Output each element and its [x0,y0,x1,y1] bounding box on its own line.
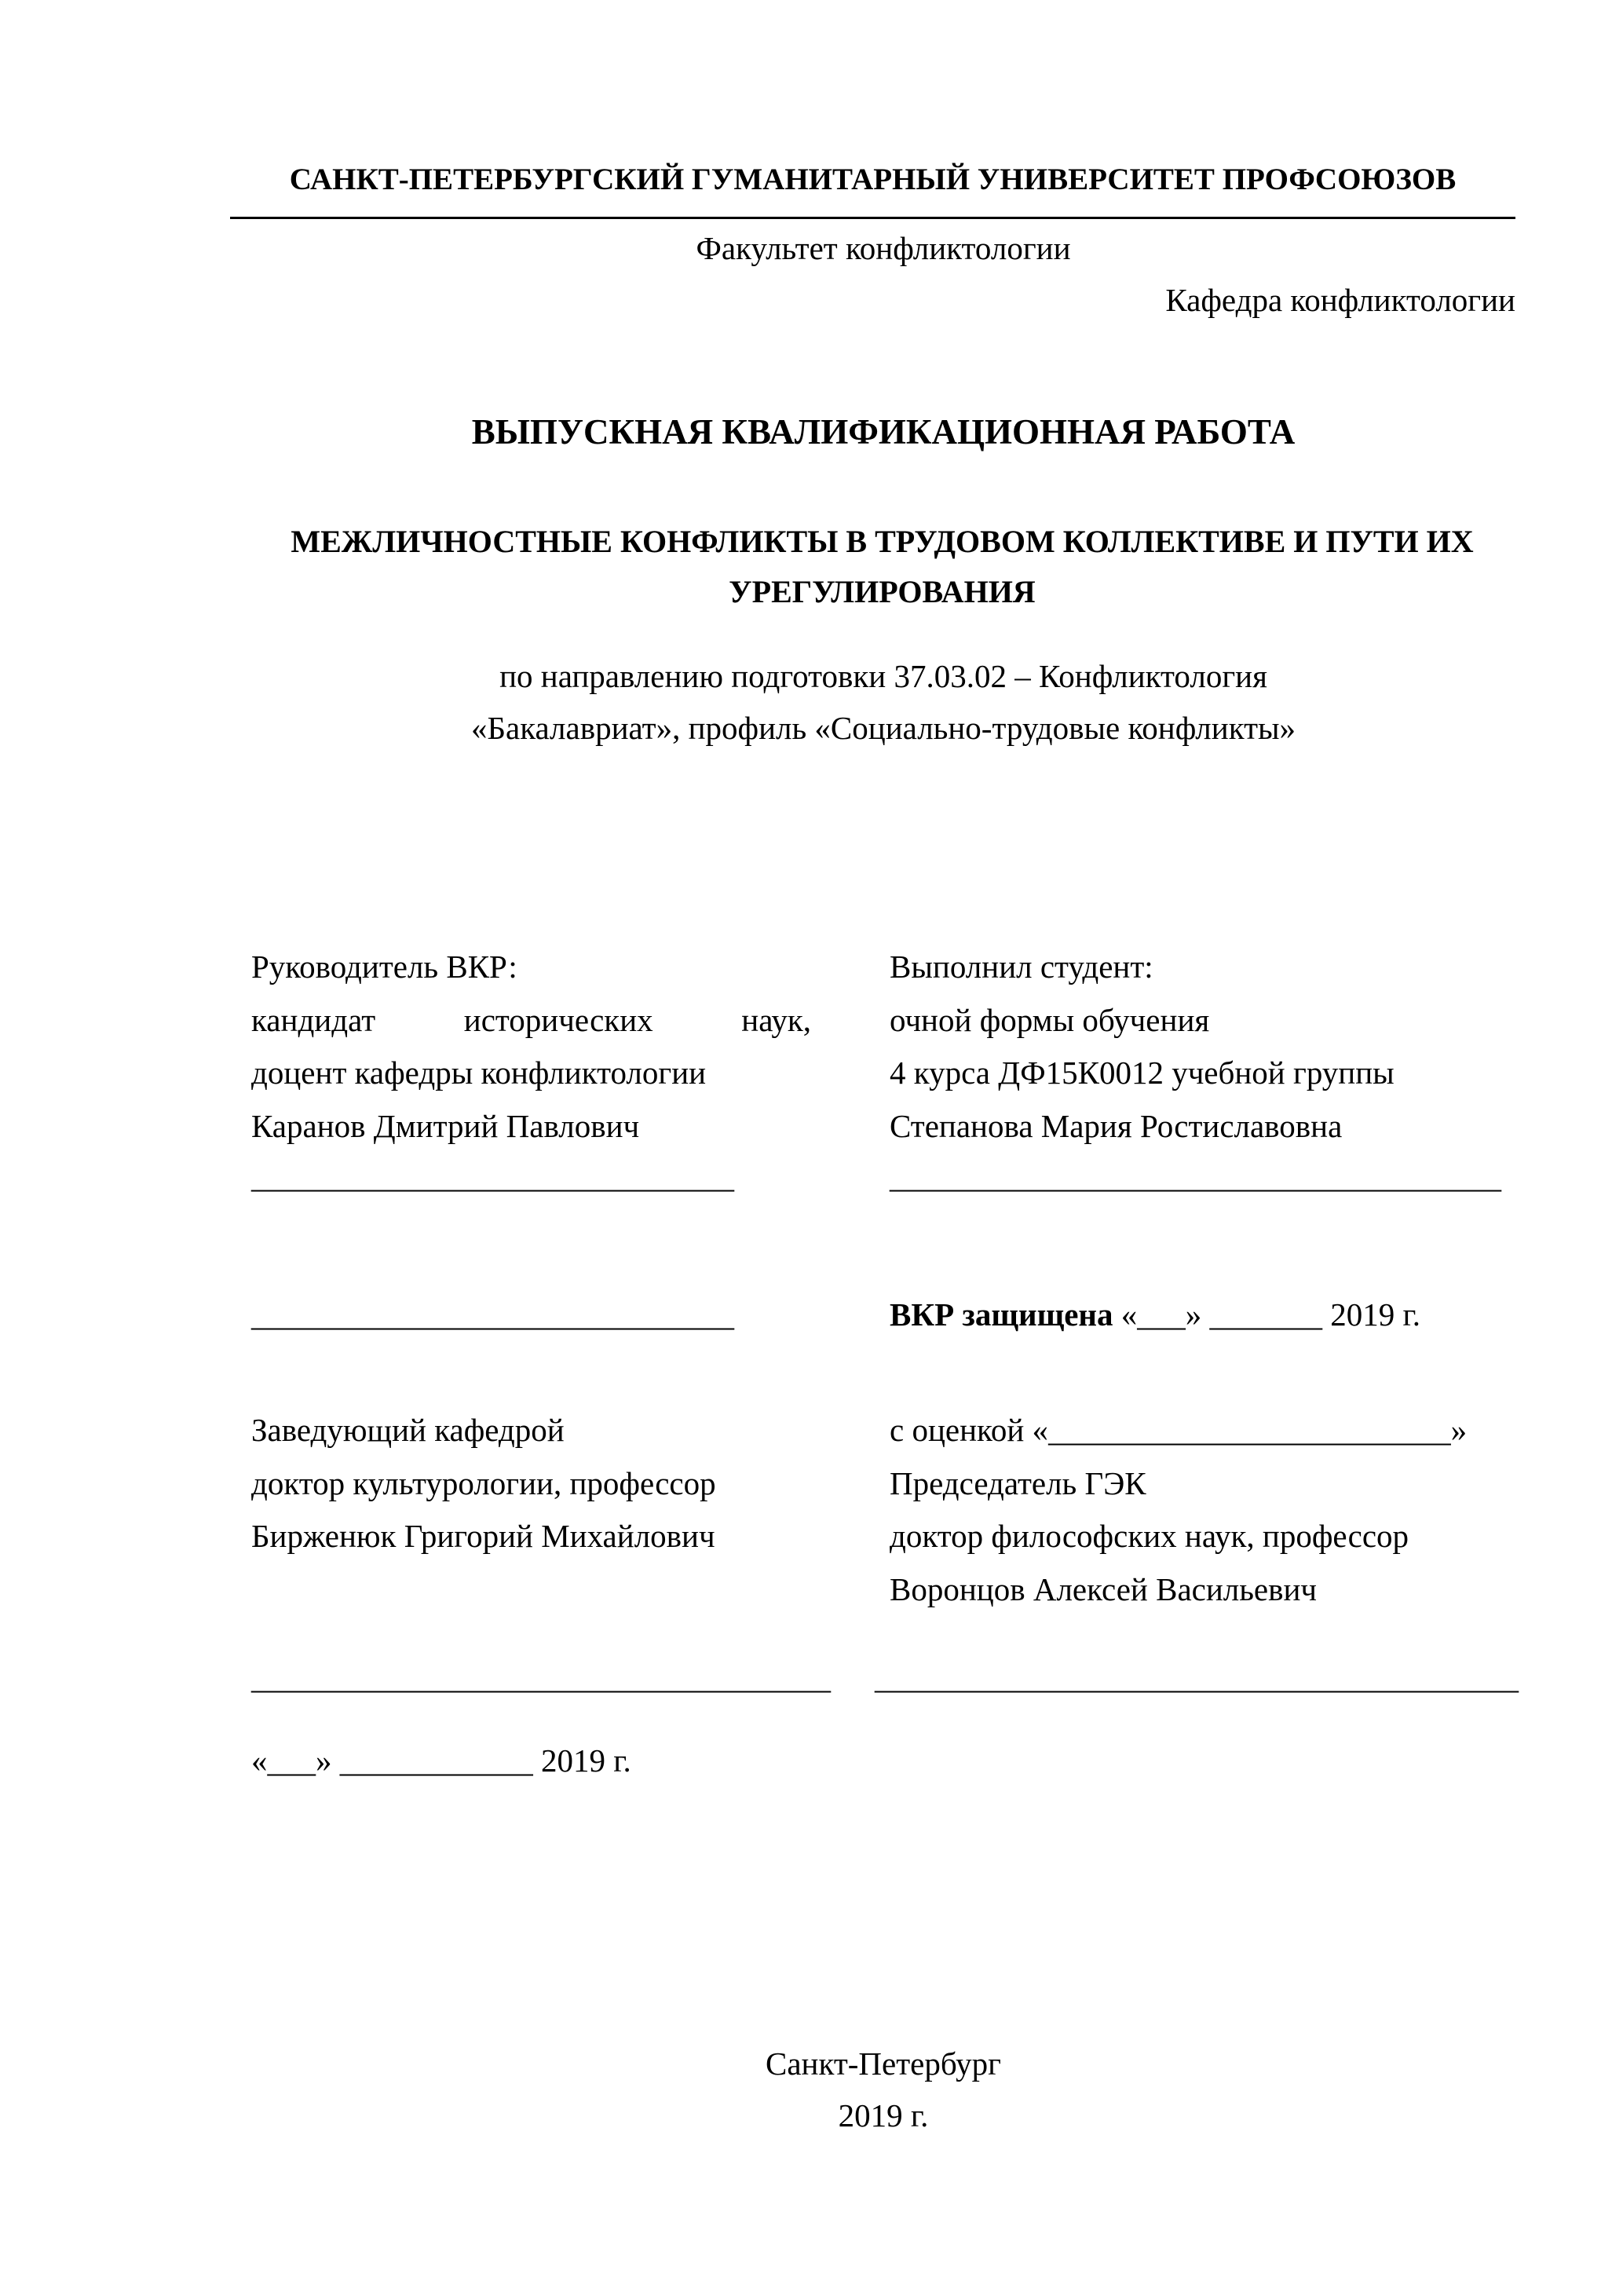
footer-block [251,2038,1515,2141]
student-group-line: 4 курса ДФ15К0012 учебной группы [890,1055,1395,1091]
student-label: Выполнил студент: [890,949,1153,985]
head-signature-line: ______________________________ [251,1296,734,1333]
supervisor-name: Каранов Дмитрий Павлович [251,1107,640,1144]
bottom-left-signature-line: ____________________________________ [251,1659,831,1695]
student-block [890,941,1518,1153]
defense-date-blanks: «___» _______ 2019 г. [1113,1296,1420,1333]
student-form-line: очной формы обучения [890,1001,1210,1038]
chair-degree: доктор философских наук, профессор [890,1518,1409,1555]
grade-line [890,1404,1518,1457]
program-direction: по направлению подготовки 37.03.02 – Конфликтология [499,658,1267,694]
chair-label: Председатель ГЭК [890,1464,1146,1501]
supervisor-degree-line1: кандидат исторических наук, [251,1001,811,1038]
program-info [251,650,1515,755]
chair-name: Воронцов Алексей Васильевич [890,1570,1318,1607]
department-head-degree: доктор культурологии, профессор [251,1464,716,1501]
department-head-label: Заведующий кафедрой [251,1412,565,1448]
bottom-right-signature-line: ________________________________________ [875,1659,1519,1695]
thesis-title-line2: УРЕГУЛИРОВАНИЯ [729,574,1036,609]
header-rule [230,217,1515,219]
grade-blank: _________________________ [1048,1412,1451,1448]
work-type-heading: ВЫПУСКНАЯ КВАЛИФИКАЦИОННАЯ РАБОТА [471,412,1296,452]
student-signature-line: ______________________________________ [890,1158,1501,1194]
student-name: Степанова Мария Ростиславовна [890,1107,1343,1144]
university-name: САНКТ-ПЕТЕРБУРГСКИЙ ГУМАНИТАРНЫЙ УНИВЕРСИТЕТ ПРОФСОЮЗОВ [289,163,1457,196]
grade-chair-block [890,1404,1518,1617]
supervisor-degree-line2: доцент кафедры конфликтологии [251,1055,707,1091]
supervisor-signature-line: ______________________________ [251,1158,734,1194]
thesis-title-line1: МЕЖЛИЧНОСТНЫЕ КОНФЛИКТЫ В ТРУДОВОМ КОЛЛЕКТИВЕ И ПУТИ ИХ [291,524,1474,559]
department-head-block [251,1404,811,1563]
defense-line [890,1296,1518,1333]
grade-prefix: с оценкой « [890,1412,1049,1448]
department-name: Кафедра конфликтологии [1165,282,1515,318]
faculty-name: Факультет конфликтологии [696,230,1071,266]
supervisor-block [251,941,811,1153]
department-head-name: Бирженюк Григорий Михайлович [251,1518,715,1555]
defense-label: ВКР защищена [890,1296,1113,1333]
thesis-title [236,517,1529,617]
footer-city: Санкт-Петербург [766,2046,1001,2082]
date-blank-line: «___» ____________ 2019 г. [251,1742,631,1779]
grade-suffix: » [1450,1412,1468,1448]
supervisor-label: Руководитель ВКР: [251,949,517,985]
program-profile: «Бакалавриат», профиль «Социально-трудовые конфликты» [470,710,1296,747]
footer-year: 2019 г. [838,2097,929,2133]
